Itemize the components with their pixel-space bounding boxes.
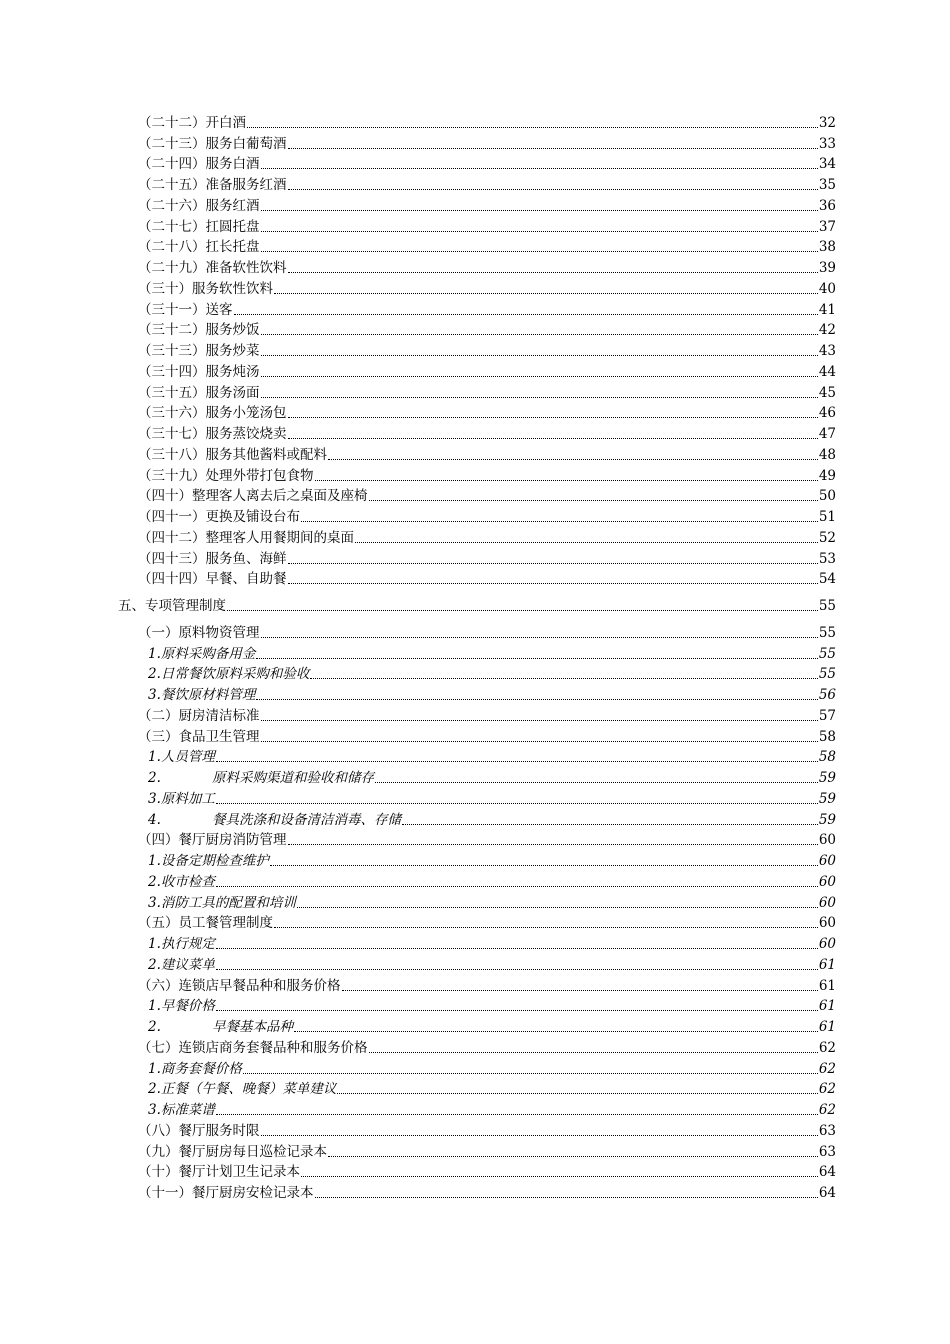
toc-entry-title: （二十七）扛圆托盘 [138,218,260,235]
toc-entry-title: （四）餐厅厨房消防管理 [138,832,287,849]
dot-leader [337,1092,817,1094]
toc-entry-label [148,791,215,807]
toc-entry-label [138,1164,300,1180]
toc-entry[interactable] [0,1077,836,1098]
toc-entry-page-number: 63 [818,1122,836,1139]
toc-entry-page-number: 59 [818,811,836,828]
toc-entry-title: 原料采购渠道和验收和储存 [212,770,374,786]
dot-leader [315,479,818,481]
toc-entry-title: （三十三）服务炒菜 [138,343,260,359]
dot-leader [261,333,818,335]
toc-entry-label [148,936,215,952]
toc-entry-title: （六）连锁店早餐品种和服务价格 [138,977,341,994]
toc-entry-page-number: 55 [818,598,836,614]
toc-entry[interactable] [0,807,836,828]
toc-entry-title: （三十一）送客 [138,301,233,318]
toc-entry-title: 消防工具的配置和培训 [160,894,296,911]
toc-entry-label [148,853,269,869]
toc-entry-page-number: 38 [818,239,836,256]
toc-entry[interactable] [0,1160,836,1181]
toc-entry-label [138,509,300,525]
toc-entry[interactable] [0,703,836,724]
toc-entry-page-number: 48 [818,446,836,463]
toc-entry[interactable] [0,1097,836,1118]
dot-leader [216,1009,818,1011]
toc-entry[interactable] [0,297,836,318]
toc-entry[interactable] [0,567,836,588]
toc-entry[interactable] [0,235,836,256]
toc-entry[interactable] [0,973,836,994]
toc-entry-page-number: 60 [818,915,836,932]
toc-entry-title: （二十二）开白酒 [138,114,246,131]
toc-entry-page-number: 64 [818,1185,836,1201]
toc-entry-page-number: 61 [818,956,836,973]
dot-leader [261,636,818,638]
toc-entry-label [138,915,273,931]
toc-entry-label [148,998,215,1014]
toc-entry-number: 1. [148,853,161,869]
toc-entry-page-number: 62 [818,1081,836,1098]
toc-entry-number: 3. [148,894,161,911]
toc-entry-page-number: 55 [818,624,836,641]
toc-entry-page-number: 55 [818,645,836,662]
dot-leader [288,188,818,190]
toc-entry-title: （二）厨房清洁标准 [138,707,260,724]
toc-entry-page-number: 60 [818,936,836,952]
toc-entry-page-number: 61 [818,977,836,994]
dot-leader [216,968,818,970]
toc-entry[interactable] [0,952,836,973]
toc-entry-title: 设备定期检查维护 [160,853,269,869]
toc-entry[interactable] [0,1056,836,1077]
toc-entry-page-number: 43 [818,343,836,359]
toc-entry-page-number: 45 [818,384,836,401]
toc-entry[interactable] [0,620,836,641]
toc-entry-page-number: 34 [818,156,836,173]
toc-entry-label [148,749,215,765]
dot-leader [247,126,818,128]
toc-entry-label [138,322,260,338]
toc-entry-number: 3. [148,687,161,703]
toc-entry-number: 2. [148,956,161,973]
toc-entry-label [138,405,287,421]
toc-entry-title: （四十三）服务鱼、海鲜 [138,550,287,567]
toc-entry-page-number: 56 [818,687,836,703]
toc-entry-title: （三十五）服务汤面 [138,384,260,401]
toc-entry-label [138,708,260,724]
toc-entry-page-number: 61 [818,1019,836,1035]
toc-entry-title: （三十八）服务其他酱料或配料 [138,446,327,463]
toc-entry[interactable] [0,380,836,401]
toc-entry-page-number: 62 [818,1039,836,1056]
toc-entry-label [148,666,309,682]
dot-leader [227,609,818,611]
toc-entry-page-number: 36 [818,197,836,214]
toc-entry-label [138,177,287,193]
toc-entry-label [148,770,374,786]
toc-entry-title: （七）连锁店商务套餐品种和服务价格 [138,1039,368,1056]
dot-leader [402,823,818,825]
toc-entry[interactable] [0,214,836,235]
toc-entry-label [138,364,260,380]
toc-entry-page-number: 57 [818,707,836,724]
toc-entry-label [148,646,255,662]
toc-entry[interactable] [0,463,836,484]
toc-entry-title: （八）餐厅服务时限 [138,1122,260,1139]
toc-entry-title: （三十九）处理外带打包食物 [138,467,314,484]
toc-entry[interactable] [0,338,836,359]
toc-entry-title: （三十）服务软性饮料 [138,280,273,297]
toc-entry-label [138,488,368,504]
toc-entry-label [138,530,354,546]
toc-entry-title: （二十六）服务红酒 [138,197,260,214]
toc-entry-number: 1. [148,1060,161,1077]
toc-entry[interactable] [0,152,836,173]
dot-leader [342,989,818,991]
toc-entry-page-number: 41 [818,301,836,318]
toc-entry[interactable] [0,682,836,703]
toc-entry[interactable] [0,504,836,525]
toc-entry-title: （三十二）服务炒饭 [138,322,260,339]
toc-entry[interactable] [0,641,836,662]
toc-entry-title: 正餐（午餐、晚餐）菜单建议 [160,1081,337,1098]
dot-leader [315,1196,818,1198]
toc-entry[interactable] [0,193,836,214]
toc-entry[interactable] [0,484,836,505]
toc-entry-title: （四十四）早餐、自助餐 [138,571,287,588]
toc-entry-number: 3. [148,1102,161,1118]
dot-leader [355,541,818,543]
toc-entry-label [148,812,401,828]
dot-leader [328,458,818,460]
dot-leader [274,926,818,928]
toc-entry-title: 执行规定 [160,936,215,952]
toc-entry-page-number: 49 [818,467,836,484]
toc-entry-page-number: 54 [818,571,836,588]
toc-entry-label [148,687,255,703]
dot-leader [216,947,818,949]
dot-leader [288,271,818,273]
toc-entry-title: （四十二）整理客人用餐期间的桌面 [138,529,354,546]
dot-leader [288,147,818,149]
dot-leader [261,719,818,721]
toc-entry[interactable] [0,1180,836,1201]
toc-entry-page-number: 60 [818,832,836,849]
toc-entry[interactable] [0,786,836,807]
toc-entry[interactable] [0,745,836,766]
toc-entry[interactable] [0,525,836,546]
toc-entry-label [138,571,287,587]
toc-entry-label [138,729,260,745]
toc-entry-title: （二十八）扛长托盘 [138,239,260,256]
toc-entry-label [138,1185,314,1201]
toc-entry-page-number: 62 [818,1102,836,1118]
toc-entry[interactable] [0,593,836,614]
dot-leader [261,375,818,377]
toc-entry-title: （三）食品卫生管理 [138,728,260,745]
toc-entry-number: 1. [148,749,161,766]
toc-entry-label [138,115,246,131]
toc-entry-label [138,1144,327,1160]
toc-entry[interactable] [0,172,836,193]
dot-leader [288,843,818,845]
dot-leader [297,906,818,908]
toc-entry-label [138,625,260,641]
toc-entry-page-number: 60 [818,894,836,911]
toc-entry[interactable] [0,276,836,297]
toc-entry[interactable] [0,994,836,1015]
toc-entry-label [138,1123,260,1139]
dot-leader [261,1134,818,1136]
toc-entry-label [138,260,287,276]
toc-entry-label [138,156,260,172]
toc-entry-title: （三十四）服务炖汤 [138,363,260,380]
toc-entry-page-number: 52 [818,529,836,546]
toc-entry-label [148,1081,336,1097]
dot-leader [216,760,818,762]
dot-leader [216,1113,818,1115]
dot-leader [375,781,818,783]
toc-entry-page-number: 51 [818,509,836,525]
toc-entry-title: （二十九）准备软性饮料 [138,260,287,276]
toc-entry-title: 标准菜谱 [160,1102,215,1118]
dot-leader [369,499,818,501]
toc-entry-title: 人员管理 [160,749,215,766]
toc-entry[interactable] [0,401,836,422]
toc-entry-title: （二十三）服务白葡萄酒 [138,135,287,152]
toc-entry-page-number: 35 [818,177,836,193]
toc-entry-number: 2. [148,1081,161,1098]
dot-leader [234,313,818,315]
toc-entry[interactable] [0,724,836,745]
toc-entry-page-number: 59 [818,790,836,807]
toc-entry-label [138,1040,368,1056]
dot-leader [270,864,818,866]
dot-leader [216,885,818,887]
toc-entry[interactable] [0,911,836,932]
toc-entry[interactable] [0,359,836,380]
toc-entry-page-number: 53 [818,550,836,567]
dot-leader [261,396,818,398]
toc-entry[interactable] [0,318,836,339]
toc-entry-label [138,198,260,214]
toc-entry-title: 餐具洗涤和设备清洁消毒、存储 [212,811,401,828]
toc-entry-label [148,1102,215,1118]
toc-entry-label [148,895,296,911]
dot-leader [261,250,818,252]
toc-entry-label [138,281,273,297]
dot-leader [288,416,818,418]
toc-entry-label [138,426,287,442]
dot-leader [301,1175,818,1177]
dot-leader [261,354,818,356]
toc-entry[interactable] [0,546,836,567]
toc-entry-page-number: 33 [818,135,836,152]
toc-entry-label [138,551,287,567]
toc-entry[interactable] [0,1118,836,1139]
toc-entry[interactable] [0,421,836,442]
toc-entry-number: 2. [148,666,161,683]
toc-entry-page-number: 44 [818,363,836,380]
toc-entry-title: （一）原料物资管理 [138,624,260,641]
toc-entry-page-number: 42 [818,322,836,339]
toc-entry-label [138,136,287,152]
dot-leader [310,677,817,679]
toc-entry[interactable] [0,1139,836,1160]
toc-entry[interactable] [0,662,836,683]
dot-leader [274,292,818,294]
toc-entry-title: （二十五）准备服务红酒 [138,177,287,193]
toc-entry-page-number: 40 [818,280,836,297]
toc-entry-label [138,239,260,255]
dot-leader [261,230,818,232]
dot-leader [261,740,818,742]
toc-entry-title: （三十七）服务蒸饺烧卖 [138,426,287,442]
toc-entry[interactable] [0,1035,836,1056]
toc-entry-page-number: 39 [818,260,836,276]
toc-entry-page-number: 58 [818,728,836,745]
toc-entry-number: 2. [148,873,161,890]
toc-entry[interactable] [0,765,836,786]
toc-entry[interactable] [0,131,836,152]
toc-entry-title: 商务套餐价格 [160,1060,242,1077]
toc-entry-title: （四十一）更换及铺设台布 [138,509,300,525]
toc-entry[interactable] [0,255,836,276]
toc-entry-title: 建议菜单 [160,956,215,973]
toc-entry-title: （三十六）服务小笼汤包 [138,405,287,422]
dot-leader [369,1051,818,1053]
toc-entry-page-number: 62 [818,1060,836,1077]
toc-entry-title: 五、专项管理制度 [118,598,226,614]
toc-entry-title: （十一）餐厅厨房安检记录本 [138,1185,314,1201]
dot-leader [301,520,818,522]
dot-leader [288,437,818,439]
dot-leader [216,802,818,804]
toc-entry[interactable] [0,890,836,911]
table-of-contents [0,110,950,1201]
toc-entry-label [138,978,341,994]
toc-entry-number: 1. [148,645,161,662]
toc-entry-page-number: 55 [818,666,836,683]
toc-entry-page-number: 60 [818,853,836,869]
dot-leader [328,1155,818,1157]
toc-entry-page-number: 58 [818,749,836,766]
toc-entry[interactable] [0,110,836,131]
toc-entry-title: 餐饮原材料管理 [160,687,256,703]
toc-entry-title: （四十）整理客人离去后之桌面及座椅 [138,488,368,505]
toc-entry-page-number: 47 [818,426,836,442]
dot-leader [288,582,818,584]
toc-entry[interactable] [0,869,836,890]
dot-leader [243,1072,818,1074]
toc-entry-label [118,598,226,614]
toc-entry[interactable] [0,828,836,849]
toc-entry-label [148,874,215,890]
toc-entry-number: 1. [148,998,161,1015]
toc-entry[interactable] [0,931,836,952]
toc-entry-number: 2. [148,1019,161,1035]
toc-entry-title: （五）员工餐管理制度 [138,915,273,932]
toc-entry-label [148,1061,242,1077]
toc-entry-label [148,957,215,973]
dot-leader [256,657,817,659]
toc-entry-title: 收市检查 [160,873,215,890]
toc-entry-page-number: 50 [818,488,836,505]
toc-entry-label [138,219,260,235]
toc-entry-page-number: 61 [818,998,836,1015]
toc-entry-title: 日常餐饮原料采购和验收 [160,666,310,683]
dot-leader [294,1030,818,1032]
toc-entry-page-number: 32 [818,114,836,131]
toc-entry-label [138,343,260,359]
toc-entry-title: （十）餐厅计划卫生记录本 [138,1164,300,1181]
toc-entry-number: 2. [148,770,161,786]
toc-entry-page-number: 64 [818,1164,836,1181]
toc-entry-number: 1. [148,936,161,952]
toc-entry-label [138,468,314,484]
toc-entry-label [138,832,287,848]
toc-entry-number: 4. [148,811,161,828]
toc-entry-title: 早餐基本品种 [212,1019,293,1035]
dot-leader [256,698,817,700]
dot-leader [288,562,818,564]
toc-entry[interactable] [0,442,836,463]
toc-entry[interactable] [0,1014,836,1035]
toc-entry-label [138,385,260,401]
toc-entry-title: （二十四）服务白酒 [138,156,260,173]
toc-entry[interactable] [0,848,836,869]
toc-entry-label [138,302,233,318]
toc-entry-page-number: 63 [818,1143,836,1160]
toc-entry-page-number: 60 [818,873,836,890]
toc-entry-page-number: 46 [818,405,836,422]
toc-entry-page-number: 59 [818,770,836,786]
toc-entry-page-number: 37 [818,218,836,235]
dot-leader [261,209,818,211]
toc-entry-title: （九）餐厅厨房每日巡检记录本 [138,1143,327,1160]
toc-entry-number: 3. [148,790,161,807]
toc-entry-label [138,447,327,463]
dot-leader [261,167,818,169]
toc-entry-label [148,1019,293,1035]
toc-entry-title: 原料采购备用金 [160,645,256,662]
toc-entry-title: 原料加工 [160,790,215,807]
toc-entry-title: 早餐价格 [160,998,215,1015]
